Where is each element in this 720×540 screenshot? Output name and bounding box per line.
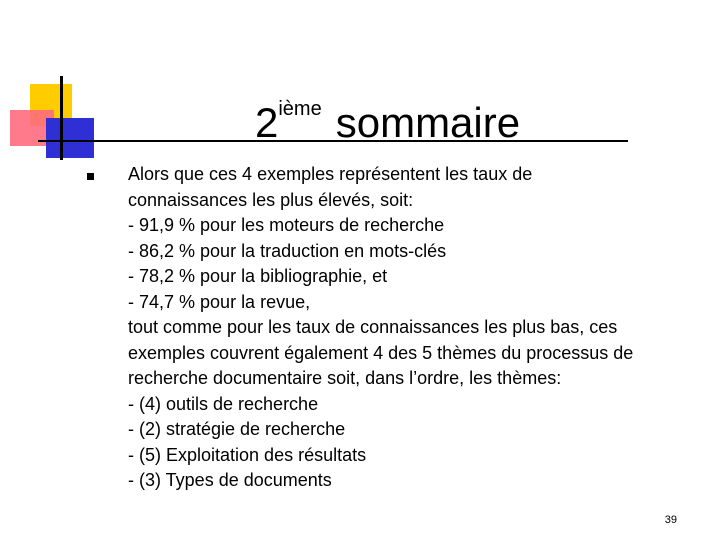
body-line: - (3) Types de documents xyxy=(128,470,332,490)
title-number: 2 xyxy=(255,99,279,146)
vertical-line xyxy=(60,76,63,160)
decorative-logo xyxy=(0,0,100,170)
body-line: - 74,7 % pour la revue, xyxy=(128,291,311,312)
body-line: exemples couvrent également 4 des 5 thèmes du processus de xyxy=(128,342,634,363)
body-line: - 78,2 % pour la bibliographie, et xyxy=(128,266,388,286)
body-line: - (4) outils de recherche xyxy=(128,393,319,414)
body-line: tout comme pour les taux de connaissances les plus bas, ces xyxy=(128,317,618,337)
bullet-square-icon xyxy=(87,173,94,180)
page-number: 39 xyxy=(664,514,677,526)
blue-square xyxy=(46,118,94,158)
slide-title xyxy=(255,84,520,148)
body-line: connaissances les plus élevés, soit: xyxy=(128,189,414,210)
body-line: Alors que ces 4 exemples représentent les taux de xyxy=(128,164,533,184)
body-line: - 91,9 % pour les moteurs de recherche xyxy=(128,215,445,235)
body-line: - 86,2 % pour la traduction en mots-clés xyxy=(128,240,447,261)
body-line: - (2) stratégie de recherche xyxy=(128,419,346,439)
bullet-text xyxy=(128,162,698,494)
body-line: - (5) Exploitation des résultats xyxy=(128,444,367,465)
title-superscript: ième xyxy=(278,98,322,120)
body-line: recherche documentaire soit, dans l’ordre, les thèmes: xyxy=(128,368,562,388)
title-word: sommaire xyxy=(335,99,521,146)
